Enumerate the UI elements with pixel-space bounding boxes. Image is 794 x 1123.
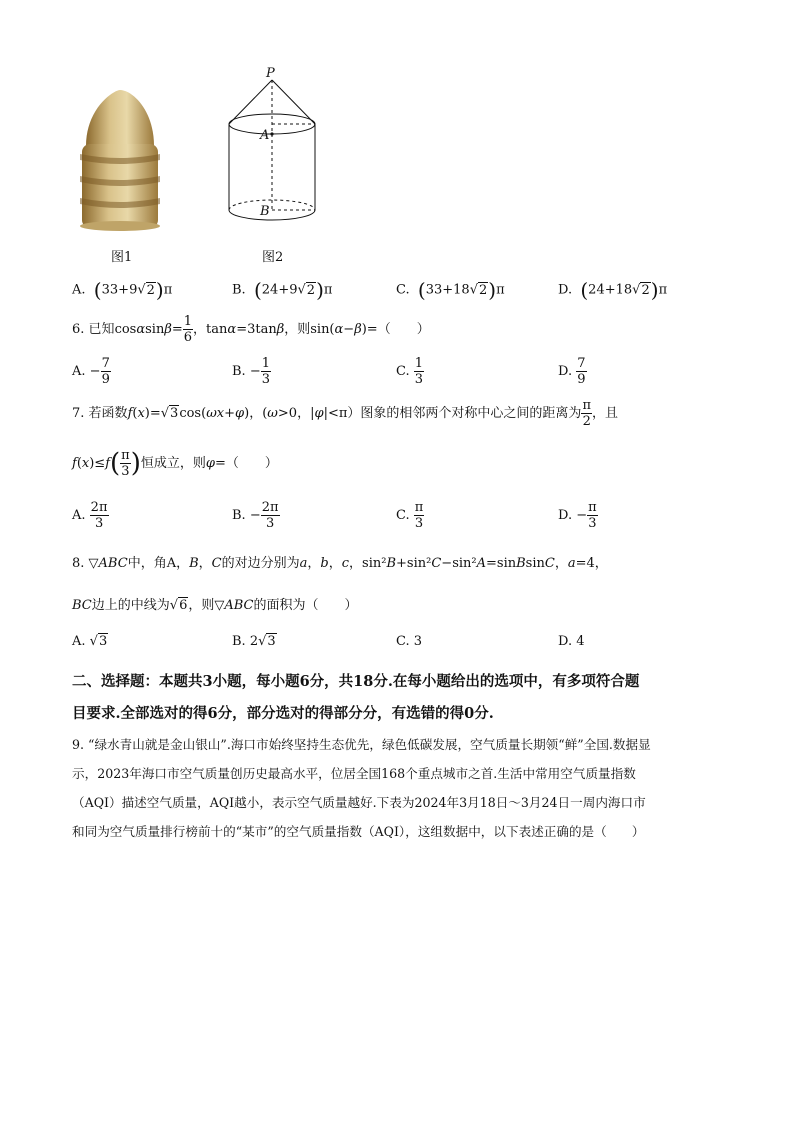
term-a: 24 — [588, 282, 605, 298]
radicand: 2 — [641, 282, 650, 298]
question-9-line2: 示，2023年海口市空气质量创历史最高水平，位居全国168个重点城市之首.生活中常用空气质量指数 — [72, 766, 636, 781]
term-b: 18 — [615, 282, 633, 298]
label-B: B — [260, 204, 270, 219]
question-number: 7. — [72, 406, 85, 421]
figure-1-caption: 图1 — [111, 250, 133, 265]
question-9-line4: 和同为空气质量排行榜前十的“某市”的空气质量指数（AQI），这组数据中，以下表述正确的是（ ） — [72, 824, 645, 839]
term-b: 9 — [129, 282, 138, 298]
figure-2-diagram — [222, 62, 324, 232]
question-number: 8. — [72, 556, 85, 571]
radicand: 2 — [479, 282, 488, 298]
question-8: 8. ▽ABC中，角A，B，C的对边分别为a，b，c，sin²B+sin²C−sin²A=sinBsinC，a=4， — [72, 556, 608, 571]
q5-option-d: D. (24+18√2)π — [558, 278, 668, 302]
answer-blank: （ ） — [225, 456, 278, 471]
section-2-heading-line2: 目要求.全部选对的得6分，部分选对的得部分分，有选错的得0分. — [72, 705, 494, 722]
q6-option-c: C. $\frac{1}{3}$ — [396, 356, 424, 387]
q7-option-c: C. $\frac{\pi}{3}$ — [396, 500, 424, 531]
question-number: 6. — [72, 322, 85, 337]
q7-option-d: D. − $\frac{\pi}{3}$ — [558, 500, 597, 531]
q5-option-a: A. (33+9√2)π — [72, 278, 173, 302]
question-8-line2: BC边上的中线为√6，则▽ABC的面积为（ ） — [72, 598, 358, 613]
option-letter: B. — [232, 282, 246, 298]
option-letter: D. — [558, 282, 573, 298]
q5-option-b: B. (24+9√2)π — [232, 278, 333, 302]
q6-option-a: A. − $\frac{7}{9}$ — [72, 356, 110, 387]
term-b: 9 — [289, 282, 298, 298]
q7-option-b: B. − $\frac{2\pi}{3}$ — [232, 500, 279, 531]
q5-option-c: C. (33+18√2)π — [396, 278, 505, 302]
answer-blank: （ ） — [377, 322, 430, 337]
chess-piece-illustration — [74, 88, 166, 233]
question-7-line2: f(x)≤f( $\frac{\pi}{3}$ )恒成立，则φ=（ ） — [72, 448, 278, 479]
figure-1-photo — [74, 88, 166, 233]
figure-2-caption: 图2 — [262, 250, 284, 265]
q8-option-b: B. 2√3 — [232, 634, 276, 649]
q8-option-a: A. √3 — [72, 634, 108, 649]
term-b: 18 — [453, 282, 470, 298]
q6-text-prefix: 已知 — [88, 322, 115, 337]
cone-cylinder-diagram — [222, 62, 324, 232]
term-a: 33 — [101, 282, 119, 298]
label-A: A — [260, 128, 270, 143]
q6-option-d: D. $\frac{7}{9}$ — [558, 356, 586, 387]
option-letter: A. — [72, 282, 86, 298]
q7-option-a: A. $\frac{2\pi}{3}$ — [72, 500, 108, 531]
q6-fraction: $\frac{1}{6}$ — [183, 314, 193, 345]
q8-option-d: D. 4 — [558, 634, 585, 649]
question-6: 6. 已知cosαsinβ= $\frac{1}{6}$ ，tanα=3tanβ，则sin(α−β)=（ ） — [72, 314, 430, 345]
section-2-heading-line1: 二、选择题：本题共3小题，每小题6分，共18分.在每小题给出的选项中，有多项符合题 — [72, 673, 640, 690]
question-7: 7. 若函数f(x)=√3cos(ωx+φ)，(ω>0，|φ|<π）图象的相邻两个对称中心之间的距离为 $\frac{\pi}{2}$ ，且 — [72, 398, 618, 429]
term-a: 24 — [261, 282, 279, 298]
option-letter: C. — [396, 282, 410, 298]
radicand: 2 — [306, 282, 316, 298]
q6-option-b: B. − $\frac{1}{3}$ — [232, 356, 271, 387]
question-9-line3: （AQI）描述空气质量，AQI越小，表示空气质量越好.下表为2024年3月18日～3月24日一周内海口市 — [72, 795, 646, 810]
question-9-line1: 9. “绿水青山就是金山银山”.海口市始终坚持生态优先，绿色低碳发展，空气质量长期领“鲜”全国.数据显 — [72, 737, 651, 752]
term-a: 33 — [425, 282, 443, 298]
radicand: 2 — [146, 282, 155, 298]
answer-blank: （ ） — [305, 598, 358, 613]
label-P: P — [266, 66, 275, 81]
q8-option-c: C. 3 — [396, 634, 423, 649]
